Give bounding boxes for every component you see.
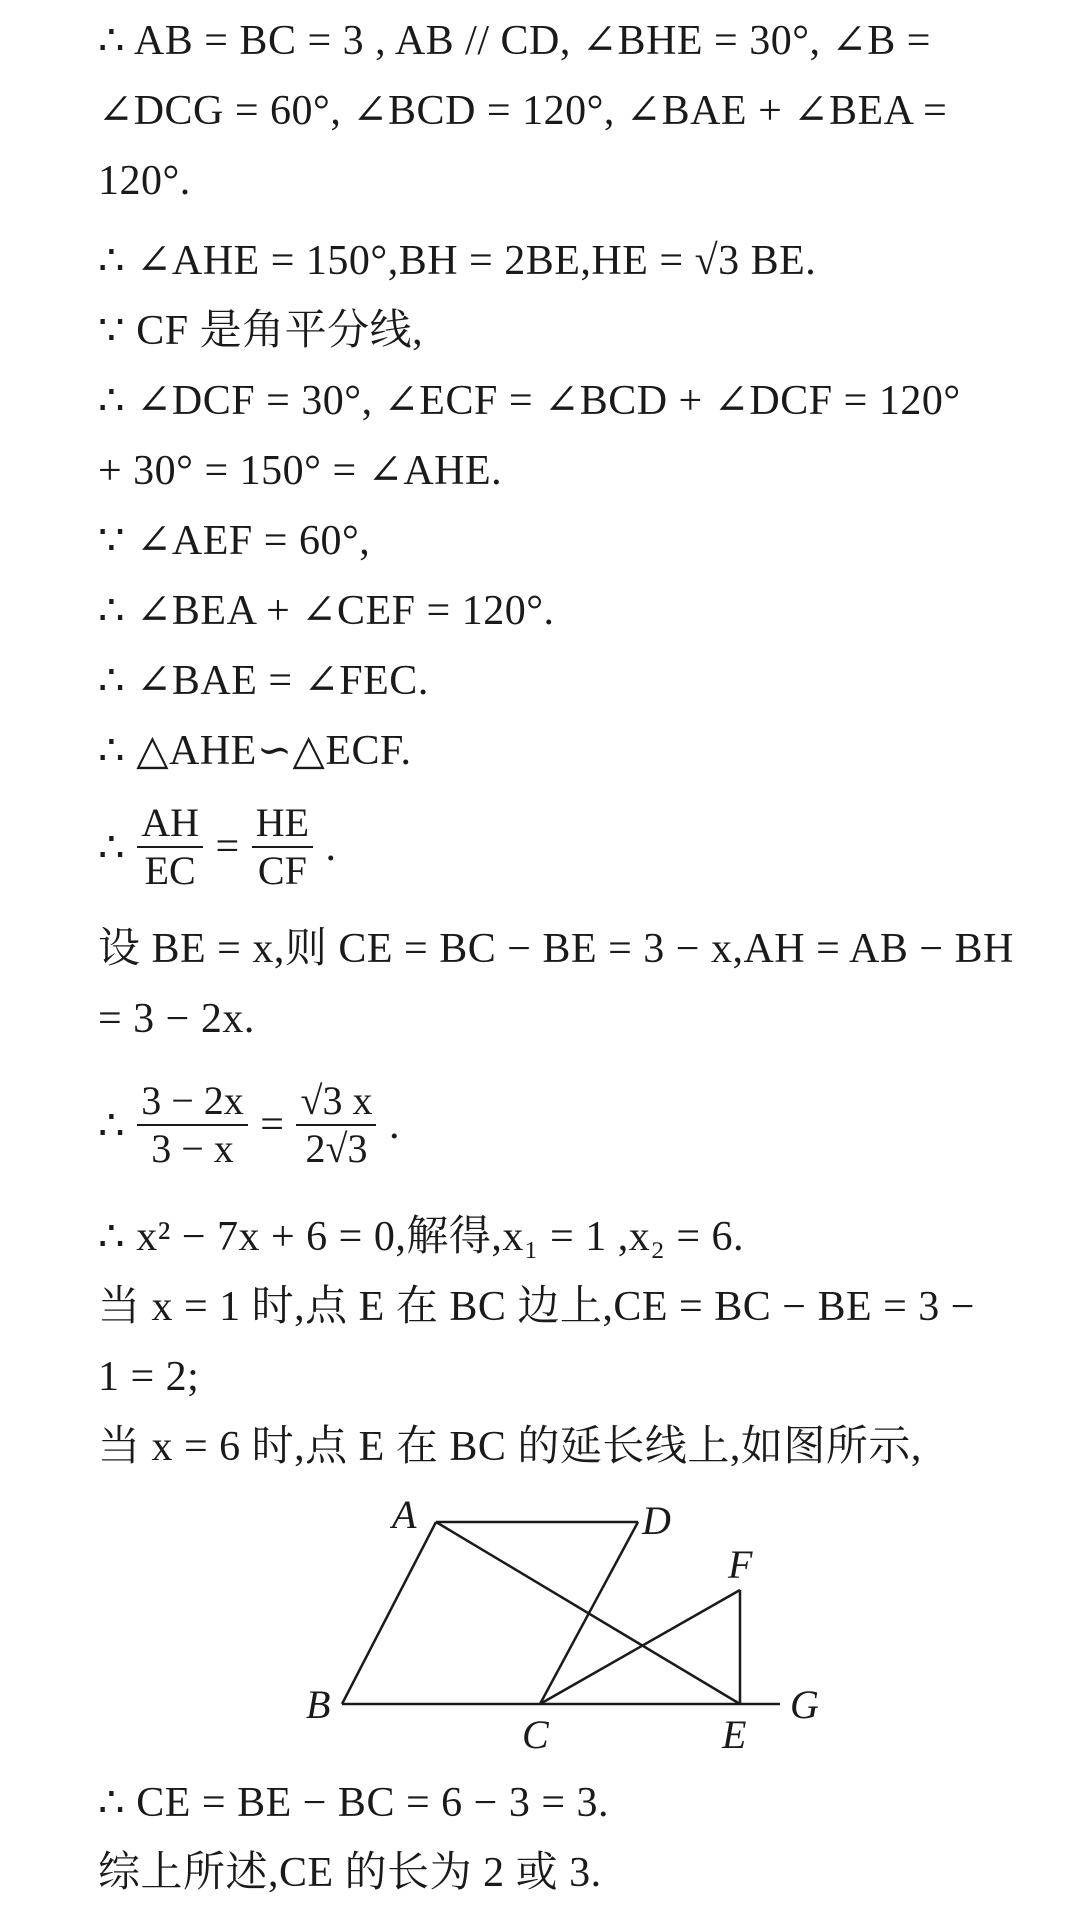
denominator: 2√3 bbox=[305, 1126, 368, 1171]
text-line: 120°. bbox=[98, 158, 191, 204]
text-line: ∵ CF 是角平分线, bbox=[98, 308, 424, 354]
text-line: + 30° = 150° = ∠AHE. bbox=[98, 448, 503, 494]
label-A: A bbox=[392, 1492, 417, 1537]
label-B: B bbox=[306, 1682, 331, 1727]
label-D: D bbox=[642, 1498, 671, 1543]
text-line: = 3 − 2x. bbox=[98, 996, 255, 1042]
text-line: ∴ ∠DCF = 30°, ∠ECF = ∠BCD + ∠DCF = 120° bbox=[98, 378, 961, 424]
denominator: 3 − x bbox=[151, 1126, 234, 1171]
equals-sign: = bbox=[260, 1102, 284, 1148]
label-E: E bbox=[722, 1712, 747, 1757]
period: . bbox=[388, 1102, 400, 1148]
text-line: ∴ ∠AHE = 150°,BH = 2BE,HE = √3 BE. bbox=[98, 238, 817, 284]
text-line: ∴ △AHE∽△ECF. bbox=[98, 728, 412, 774]
therefore-symbol: ∴ bbox=[98, 1103, 125, 1149]
text-line: 当 x = 1 时,点 E 在 BC 边上,CE = BC − BE = 3 − bbox=[98, 1284, 975, 1330]
text-line: ∴ ∠BEA + ∠CEF = 120°. bbox=[98, 588, 555, 634]
text-line: 1 = 2; bbox=[98, 1354, 200, 1400]
therefore-symbol: ∴ bbox=[98, 825, 125, 871]
numerator: 3 − 2x bbox=[137, 1078, 248, 1126]
text-line: ∠DCG = 60°, ∠BCD = 120°, ∠BAE + ∠BEA = bbox=[98, 88, 948, 134]
text-line: ∴ ∠BAE = ∠FEC. bbox=[98, 658, 429, 704]
label-F: F bbox=[728, 1542, 753, 1587]
label-C: C bbox=[522, 1712, 549, 1757]
text-line: ∴ AB = BC = 3 , AB // CD, ∠BHE = 30°, ∠B = bbox=[98, 18, 931, 64]
numerator: HE bbox=[252, 800, 313, 848]
text-line: 当 x = 6 时,点 E 在 BC 的延长线上,如图所示, bbox=[98, 1424, 922, 1470]
numerator: AH bbox=[137, 800, 203, 848]
numerator: √3 x bbox=[296, 1078, 376, 1126]
equals-sign: = bbox=[215, 824, 240, 870]
text-line: ∴ CE = BE − BC = 6 − 3 = 3. bbox=[98, 1780, 610, 1826]
text-line: ∵ ∠AEF = 60°, bbox=[98, 518, 371, 564]
denominator: CF bbox=[257, 848, 307, 893]
label-G: G bbox=[790, 1682, 819, 1727]
denominator: EC bbox=[144, 848, 196, 893]
segment-AB bbox=[342, 1522, 436, 1704]
text-line: 设 BE = x,则 CE = BC − BE = 3 − x,AH = AB − BH bbox=[98, 926, 1014, 972]
period: . bbox=[325, 824, 337, 870]
text-line: ∴ x² − 7x + 6 = 0,解得,x₁ = 1 ,x₂ = 6. bbox=[98, 1214, 745, 1260]
text-line: 综上所述,CE 的长为 2 或 3. bbox=[98, 1850, 602, 1896]
